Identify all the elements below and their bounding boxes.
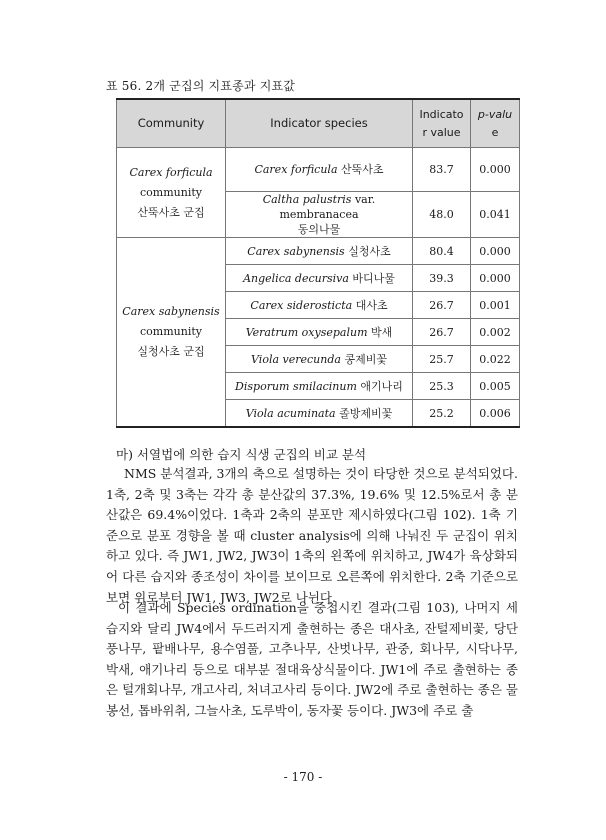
p-value-cell: 0.001 — [471, 292, 520, 319]
body-paragraph: 이 결과에 Species ordination을 중첩시킨 결과(그림 103), 나머지 세 습지와 달리 JW4에서 두드러지게 출현하는 종은 대사초, 잔털제비꽃, 당단풍나무, 팥배나무, 용수염풀, 고추나무, 산벗나무, 관중, 회나무, 시닥나무, 박새, 애기나리 등으로 대부분 절대육상식물이다. JW1에 주로 출현하는 종은 털개회나무, 개고사리, 처녀고사리 등이다. JW2에 주로 출현하는 종은 물봉선, 톱바위취, 그늘사초, 도루박이, 동자꽃 등이다. JW3에 주로 출 — [106, 600, 518, 718]
indicator-value-cell: 83.7 — [413, 148, 471, 192]
species-cell: Carex forficula 산뚝사초 — [226, 148, 413, 192]
species-cell: Caltha palustris var. membranacea 동의나물 — [226, 192, 413, 238]
species-cell: Veratrum oxysepalum 박새 — [226, 319, 413, 346]
body-paragraph: NMS 분석결과, 3개의 축으로 설명하는 것이 타당한 것으로 분석되었다. 1축, 2축 및 3축는 각각 총 분산값의 37.3%, 19.6% 및 12.5%로서 총 분산값은 69.4%이었다. 1축과 2축의 분포만 제시하였다(그림 102). 1축 기준으로 분포 경향을 볼 때 cluster analysis에 의해 나눠진 두 군집이 위치하고 있다. 즉 JW1, JW2, JW3이 1축의 왼쪽에 위치하고, JW4가 육상화되어 다른 습지와 종조성이 차이를 보이므로 오른쪽에 위치한다. 2축 기준으로 보면 위로부터 JW1, JW3, JW2로 나뉜다. — [106, 466, 518, 605]
section-heading: 마) 서열법에 의한 습지 식생 군집의 비교 분석 — [116, 447, 367, 462]
species-cell: Angelica decursiva 바디나물 — [226, 265, 413, 292]
species-cell: Carex siderosticta 대사초 — [226, 292, 413, 319]
community-cell: Carex sabynensis community 실청사초 군집 — [117, 238, 226, 428]
species-cell: Carex sabynensis 실청사초 — [226, 238, 413, 265]
p-value-cell: 0.000 — [471, 148, 520, 192]
p-value-cell: 0.041 — [471, 192, 520, 238]
p-value-cell: 0.022 — [471, 346, 520, 373]
header-indicator-value: Indicato r value — [413, 99, 471, 148]
page-number: - 170 - — [283, 770, 323, 784]
indicator-value-cell: 26.7 — [413, 292, 471, 319]
indicator-value-cell: 80.4 — [413, 238, 471, 265]
header-p-value: p-valu e — [471, 99, 520, 148]
table-row — [117, 148, 520, 192]
p-value-cell: 0.005 — [471, 373, 520, 400]
table-row — [117, 238, 520, 265]
species-cell: Viola acuminata 졸방제비꽃 — [226, 400, 413, 428]
p-value-cell: 0.000 — [471, 238, 520, 265]
p-value-cell: 0.002 — [471, 319, 520, 346]
indicator-value-cell: 25.7 — [413, 346, 471, 373]
indicator-value-cell: 39.3 — [413, 265, 471, 292]
header-community: Community — [117, 99, 226, 148]
species-cell: Disporum smilacinum 애기나리 — [226, 373, 413, 400]
table-caption: 표 56. 2개 군집의 지표종과 지표값 — [106, 79, 296, 93]
table-header-row — [117, 99, 520, 148]
community-cell: Carex forficula community 산뚝사초 군집 — [117, 148, 226, 238]
indicator-value-cell: 48.0 — [413, 192, 471, 238]
indicator-value-cell: 26.7 — [413, 319, 471, 346]
species-cell: Viola verecunda 콩제비꽃 — [226, 346, 413, 373]
header-indicator-species: Indicator species — [226, 99, 413, 148]
indicator-value-cell: 25.3 — [413, 373, 471, 400]
indicator-value-cell: 25.2 — [413, 400, 471, 428]
p-value-cell: 0.006 — [471, 400, 520, 428]
indicator-species-table — [116, 98, 520, 428]
p-value-cell: 0.000 — [471, 265, 520, 292]
